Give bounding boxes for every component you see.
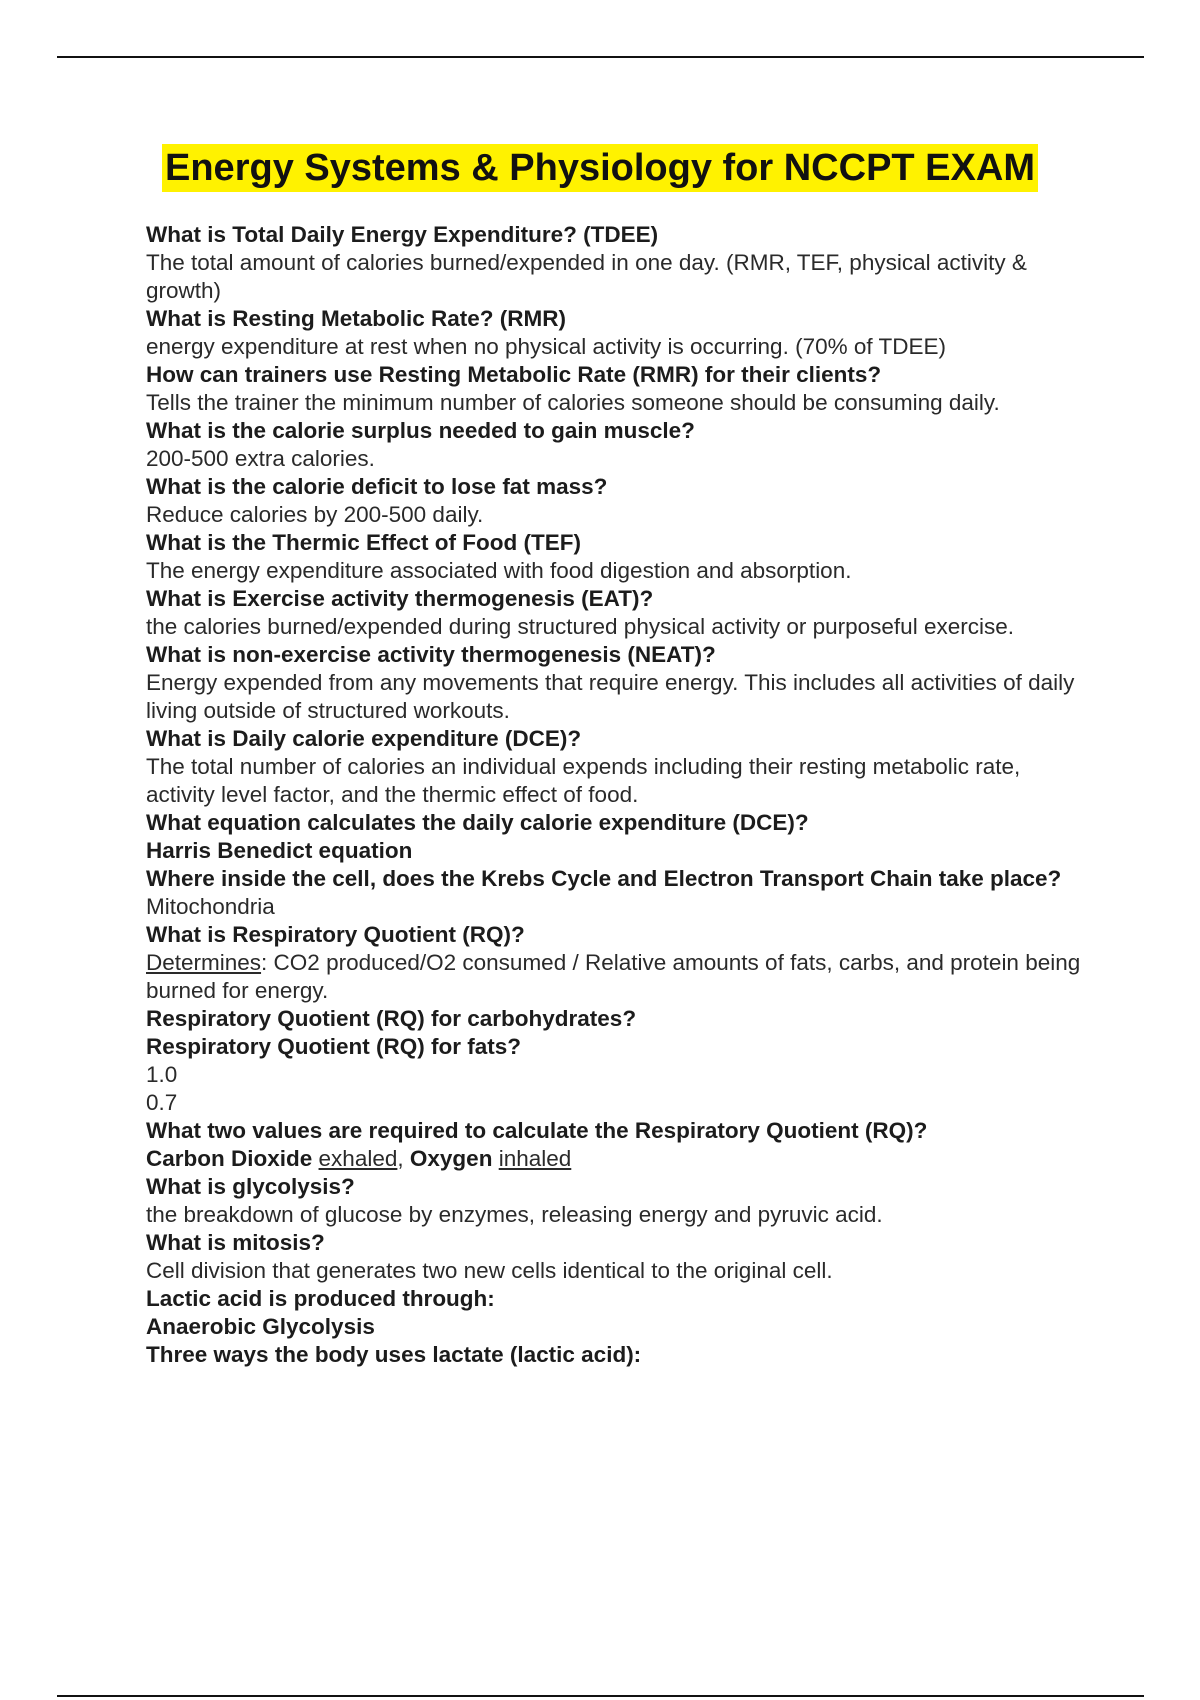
answer-line: The energy expenditure associated with food digestion and absorption. (146, 558, 852, 583)
question-line: What is Total Daily Energy Expenditure? (TDEE) (146, 222, 659, 247)
answer-line: 200-500 extra calories. (146, 446, 375, 471)
answer-line: the breakdown of glucose by enzymes, releasing energy and pyruvic acid. (146, 1202, 883, 1227)
rq-answer-label: Determines (146, 950, 262, 975)
question-line: Respiratory Quotient (RQ) for carbohydrates? (146, 1006, 637, 1031)
title-wrap (0, 144, 1200, 192)
question-line: What is Resting Metabolic Rate? (RMR) (146, 306, 567, 331)
question-line: What is mitosis? (146, 1230, 325, 1255)
document-body (146, 221, 1086, 1369)
answer-line: Reduce calories by 200-500 daily. (146, 502, 484, 527)
question-line: What equation calculates the daily calorie expenditure (DCE)? (146, 810, 809, 835)
rq-answer-text: : CO2 produced/O2 consumed / Relative amounts of fats, carbs, and protein being burned for energy. (146, 950, 1081, 1003)
answer-line: Energy expended from any movements that require energy. This includes all activities of daily living outside of structured workouts. (146, 670, 1075, 723)
answer-line: The total number of calories an individual expends including their resting metabolic rate, activity level factor, and the thermic effect of food. (146, 754, 1021, 807)
question-line: What is the calorie surplus needed to gain muscle? (146, 418, 695, 443)
answer-line: 1.0 (146, 1062, 178, 1087)
gas-exhaled: exhaled (318, 1146, 398, 1171)
gas-answer (146, 1145, 1086, 1173)
question-line: Lactic acid is produced through: (146, 1286, 495, 1311)
question-line: Three ways the body uses lactate (lactic acid): (146, 1342, 642, 1367)
gas-inhaled: inhaled (498, 1146, 572, 1171)
gas-co2: Carbon Dioxide (146, 1146, 313, 1171)
question-line: What is Exercise activity thermogenesis (EAT)? (146, 586, 654, 611)
answer-line: The total amount of calories burned/expended in one day. (RMR, TEF, physical activity & growth) (146, 250, 1027, 303)
question-line: Anaerobic Glycolysis (146, 1314, 375, 1339)
footer-rule (57, 1695, 1144, 1697)
question-line: Harris Benedict equation (146, 838, 413, 863)
header-rule (57, 56, 1144, 58)
rq-answer (146, 949, 1086, 1005)
gas-sep: , (397, 1146, 404, 1171)
question-line: Where inside the cell, does the Krebs Cycle and Electron Transport Chain take place? (146, 866, 1062, 891)
question-line: What two values are required to calculate the Respiratory Quotient (RQ)? (146, 1118, 928, 1143)
question-line: What is glycolysis? (146, 1174, 355, 1199)
answer-line: Mitochondria (146, 894, 275, 919)
answer-line: 0.7 (146, 1090, 178, 1115)
question-line: What is the calorie deficit to lose fat mass? (146, 474, 608, 499)
question-line: What is Respiratory Quotient (RQ)? (146, 922, 525, 947)
answer-line: Cell division that generates two new cells identical to the original cell. (146, 1258, 833, 1283)
gas-o2: Oxygen (409, 1146, 493, 1171)
question-line: Respiratory Quotient (RQ) for fats? (146, 1034, 522, 1059)
answer-line: energy expenditure at rest when no physical activity is occurring. (70% of TDEE) (146, 334, 946, 359)
question-line: What is the Thermic Effect of Food (TEF) (146, 530, 581, 555)
qa-block-3 (146, 1173, 1086, 1369)
qa-block-1 (146, 221, 1086, 949)
question-line: What is Daily calorie expenditure (DCE)? (146, 726, 582, 751)
qa-block-2 (146, 1005, 1086, 1145)
question-line: What is non-exercise activity thermogenesis (NEAT)? (146, 642, 716, 667)
page-title: Energy Systems & Physiology for NCCPT EXAM (162, 144, 1038, 192)
question-line: How can trainers use Resting Metabolic Rate (RMR) for their clients? (146, 362, 882, 387)
answer-line: Tells the trainer the minimum number of calories someone should be consuming daily. (146, 390, 1000, 415)
answer-line: the calories burned/expended during structured physical activity or purposeful exercise. (146, 614, 1014, 639)
